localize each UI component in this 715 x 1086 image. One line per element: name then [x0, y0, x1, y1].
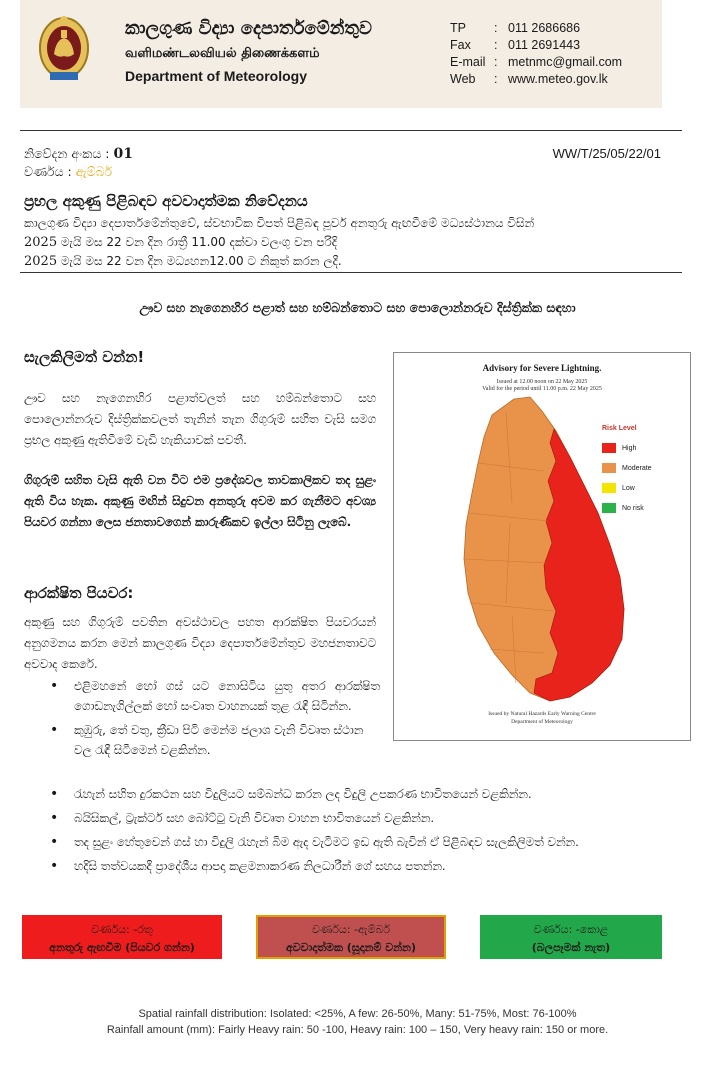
precautions-heading: ආරක්ෂිත පියවර:: [24, 584, 134, 602]
contact-label: E-mail: [450, 55, 486, 69]
color-code-red: [22, 915, 222, 959]
map-credit-department: Department of Meteorology: [511, 719, 573, 725]
contact-label: Web: [450, 72, 476, 86]
legend-item: [602, 478, 652, 498]
list-item: • එළිමහනේ හෝ ගස් යට නොසිටිය යුතු අතර ආරක්ෂිත ගොඩනැගිල්ලක් හෝ සංවෘත වාහනයක් තුළ රැඳී සිටින්න.: [44, 676, 380, 716]
rainfall-distribution-note: Spatial rainfall distribution: Isolated: <25%, A few: 26-50%, Many: 51-75%, Most: 76-100%: [138, 1008, 577, 1020]
be-alert-warning: ගිගුරුම් සහිත වැසි ඇති වන විට එම ප්‍රදේශවල තාවකාලිකව තද සුළං ඇති විය හැක. අකුණු මඟින් සිදුවන අනතුරු අවම කර ගැනීමට අවශ්‍ය පියවර ගන්නා ලෙස ජනතාවගෙන් කාරුණිකව ඉල්ලා සිටිනු ලැබේ.: [24, 473, 376, 529]
legend-swatch-moderate: [602, 463, 616, 473]
affected-areas: ඌව සහ නැගෙනහිර පළාත් සහ හම්බන්තොට සහ පොලොන්නරුව දිස්ත්‍රික්ක සඳහා: [139, 300, 576, 315]
color-code-desc: අවවාදාත්මක (සූදානම් වන්න): [286, 941, 416, 954]
sri-lanka-emblem-icon: [36, 14, 92, 86]
color-code-desc: (බලපෑමක් නැත): [531, 941, 611, 954]
sri-lanka-map: [394, 353, 690, 740]
color-code-title: වර්ණය: -කොළ: [533, 923, 609, 936]
year: 2025: [24, 235, 58, 250]
validity-text: මැයි මස 22 වන දින රාත්‍රී 11.00 දක්වා වලංගු වන පරිදි: [60, 235, 338, 249]
contact-row-web: Web : www.meteo.gov.lk: [450, 72, 608, 86]
advisory-title: ප්‍රභල අකුණු පිළිබඳව අවවාදාත්මක නිවේදනය: [24, 192, 308, 210]
precautions-list-continued: [44, 784, 704, 880]
legend-item: [602, 458, 652, 478]
email-link[interactable]: metnmc@gmail.com: [508, 55, 623, 69]
divider: [20, 130, 682, 131]
contact-block: [450, 20, 622, 88]
list-item: • බයිසිකල්, ට්‍රැක්ටර් සහ බෝට්ටු වැනි විවෘත වාහන භාවිතයෙන් වළකින්න.: [44, 808, 704, 828]
be-alert-heading: සැලකිලිමත් වන්න!: [24, 348, 145, 366]
contact-label: Fax: [450, 38, 471, 52]
legend-item: [602, 438, 652, 458]
map-credit: Issued by Natural Hazards Early Warning Centre: [488, 711, 596, 717]
list-item: • කුඹුරු, තේ වතු, ක්‍රීඩා පිටි මෙන්ම ජලාශ වැනි විවෘත ස්ථාන වල රැඳී සිටීමෙන් වළකින්න.: [44, 720, 380, 760]
map-title: Advisory for Severe Lightning.: [482, 363, 602, 373]
lightning-risk-map: [393, 352, 691, 741]
fax-number: 011 2691443: [508, 38, 581, 52]
contact-row-email: E-mail : metnmc@gmail.com: [450, 55, 623, 69]
legend-swatch-no-risk: [602, 503, 616, 513]
category-label: වර්ණය :: [24, 164, 72, 179]
contact-label: TP: [450, 21, 466, 35]
legend-label: High: [622, 444, 637, 452]
department-title-english: Department of Meteorology: [125, 68, 308, 84]
divider: [20, 272, 682, 273]
map-valid: Valid for the period until 11.00 p.m. 22 May 2025: [482, 386, 602, 392]
legend-title: Risk Level: [602, 425, 637, 432]
category-value: ඇම්බර්: [75, 164, 113, 179]
color-code-title: වර්ණය: -රතු: [91, 923, 153, 936]
website-link[interactable]: www.meteo.gov.lk: [508, 72, 608, 86]
precautions-intro: අකුණු සහ ගිගුරුම් පවතින අවස්ථාවල පහත ආරක්ෂිත පියවරයන් අනුගමනය කරන මෙන් කාලගුණ විද්‍යා දෙපාර්තමේන්තුව මහජනතාවට අවවාද කෙරේ.: [24, 615, 376, 671]
rainfall-amount-note: Rainfall amount (mm): Fairly Heavy rain: 50 -100, Heavy rain: 100 – 150, Very heavy rain: 150 or more.: [106, 1024, 609, 1036]
legend-swatch-low: [602, 483, 616, 493]
year: 2025: [24, 254, 58, 269]
contact-row-tp: TP : 011 2686686: [450, 21, 581, 35]
legend-label: Moderate: [622, 464, 652, 472]
notice-number: [24, 146, 133, 162]
issued-text: මැයි මස 22 වන දින මධ්‍යහන12.00 ට නිකුත් කරන ලදී.: [60, 254, 342, 268]
legend-label: Low: [622, 484, 635, 492]
list-item: • රැහැන් සහිත දුරකථන සහ විදුලියට සම්බන්ධ කරන ලද විදුලි උපකරණ භාවිතයෙන් වළකින්න.: [44, 784, 704, 804]
issued-by: කාලගුණ විද්‍යා දෙපාර්තමේන්තුවේ, ස්වභාවික විපත් පිළිබඳ පූර්ව අනතුරු ඇඟවීමේ මධ්‍යස්ථානය විසින්: [24, 216, 535, 230]
legend-item: [602, 498, 652, 518]
list-item: • තද සුළං හේතුවෙන් ගස් හා විදුලි රැහැන් බිම ඇද වැටීමට ඉඩ ඇති බැවින් ඒ පිළිබඳව සැලකිලිමත් වන්න.: [44, 832, 704, 852]
precautions-list: [44, 676, 380, 764]
color-code-green: [480, 915, 662, 959]
color-code-amber: [256, 915, 446, 959]
notice-category: [24, 164, 112, 180]
department-title-tamil: வளிமண்டலவியல் திணைக்களம்: [125, 46, 320, 61]
letterhead: [20, 0, 662, 108]
contact-row-fax: Fax : 011 2691443: [450, 38, 581, 52]
legend-swatch-high: [602, 443, 616, 453]
legend-label: No risk: [622, 504, 644, 512]
validity-line: [24, 233, 684, 252]
notice-number-value: 01: [113, 146, 133, 162]
list-item: • හදිසි තත්වයකදී ප්‍රාදේශීය ආපදා කළමනාකරණ නිලධාරීන් ගේ සහය පතන්න.: [44, 856, 704, 876]
issued-info: [24, 214, 684, 271]
issued-line: [24, 252, 684, 271]
color-code-title: වර්ණය: -ඇම්බර්: [312, 923, 390, 936]
map-issued: Issued at 12.00 noon on 22 May 2025: [496, 379, 588, 385]
be-alert-paragraph: ඌව සහ නැගෙනහිර පළාත්වලත් සහ හම්බන්තොට සහ පොලොන්නරුව දිස්ත්‍රික්කවලත් තැනින් තැන ගිගුරුම් සහිත වැසි සමග ප්‍රභල අකුණු ඇතිවීමේ වැඩි හැකියාවක් පවතී.: [24, 391, 376, 447]
notice-number-label: නිවේදන අංකය :: [24, 146, 110, 161]
reference-code: WW/T/25/05/22/01: [552, 146, 661, 161]
department-title-sinhala: කාලගුණ විද්‍යා දෙපාර්තමේන්තුව: [125, 18, 372, 39]
map-legend: [602, 425, 652, 518]
color-code-desc: අනතුරු ඇඟවීම (පියවර ගන්න): [49, 941, 195, 954]
phone-number: 011 2686686: [508, 21, 581, 35]
